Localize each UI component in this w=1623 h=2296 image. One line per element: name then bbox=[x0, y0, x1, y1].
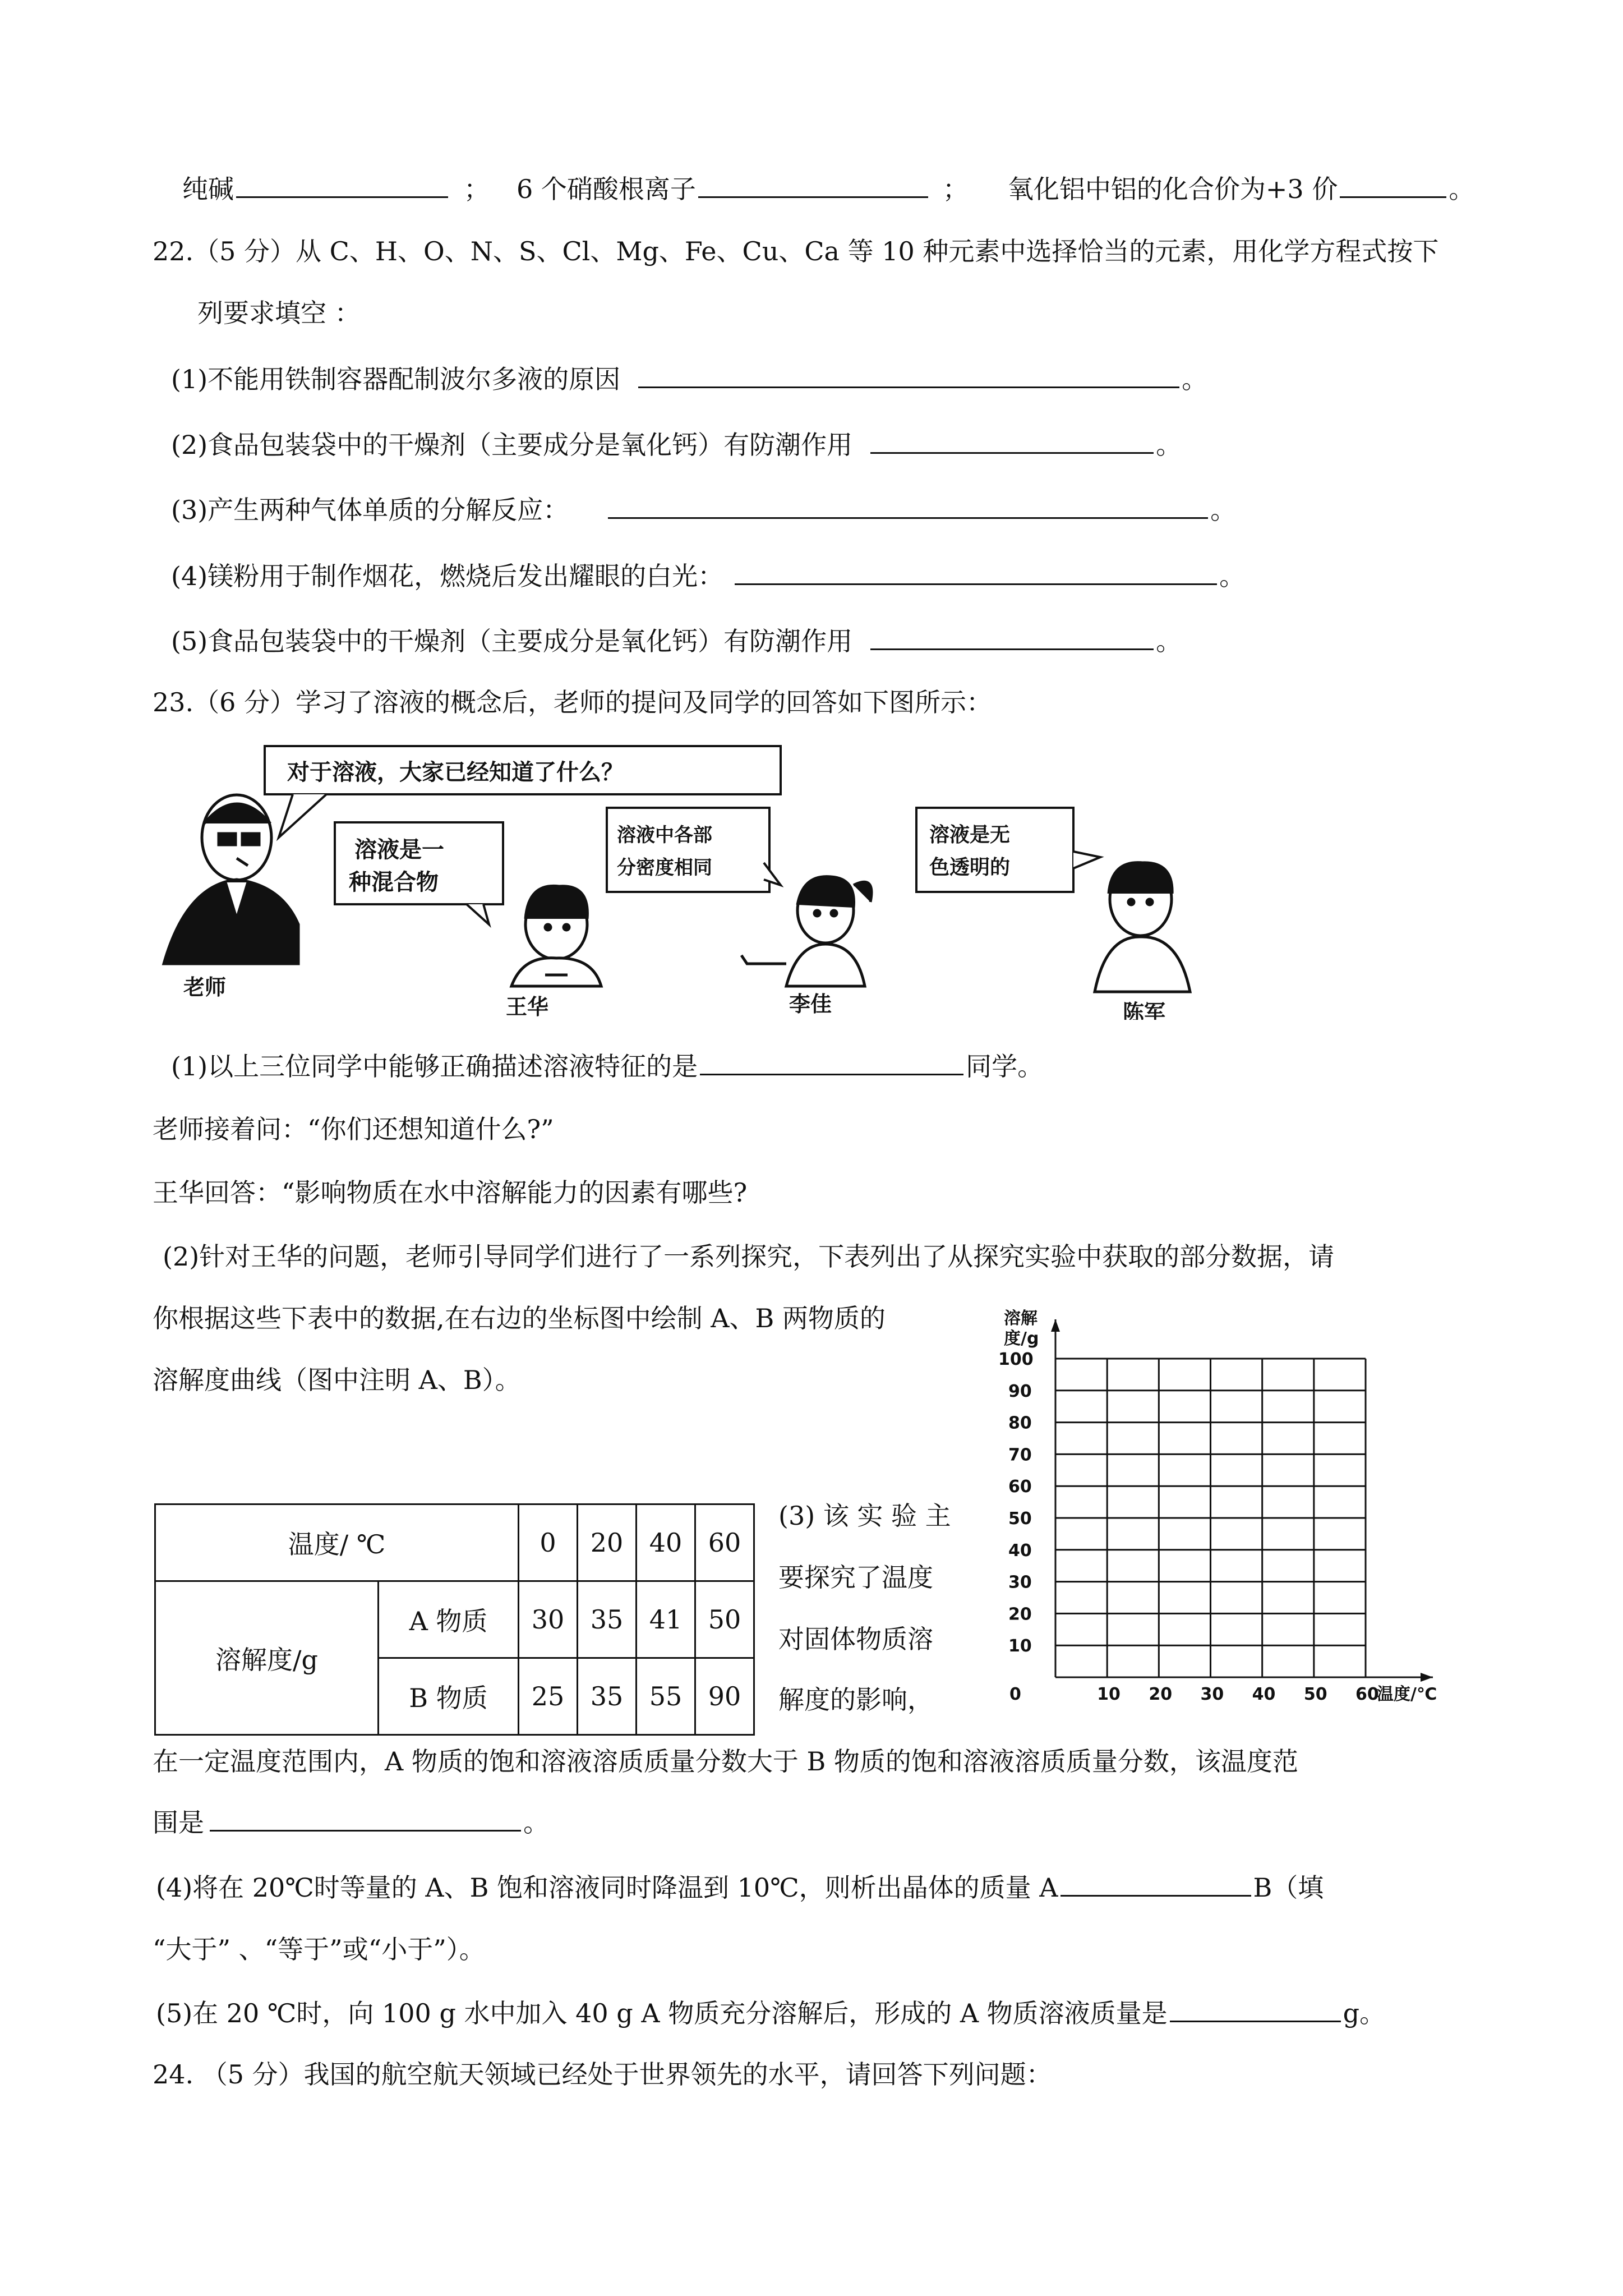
q22-blank-3[interactable] bbox=[608, 493, 1208, 519]
y-tick-label: 100 bbox=[998, 1350, 1034, 1369]
y-tick-label: 50 bbox=[1008, 1509, 1032, 1529]
q22-end: 。 bbox=[1156, 430, 1182, 460]
q22-item-text: (2)食品包装袋中的干燥剂（主要成分是氧化钙）有防潮作用 bbox=[171, 430, 853, 460]
table-cell: 50 bbox=[695, 1581, 754, 1658]
y-tick-label: 60 bbox=[1008, 1477, 1032, 1497]
y-tick-label: 30 bbox=[1008, 1572, 1032, 1593]
wanghua-figure-icon bbox=[511, 886, 601, 986]
q23-blank-3[interactable] bbox=[210, 1805, 521, 1832]
solubility-table bbox=[154, 1503, 755, 1736]
chenjun-figure-icon bbox=[1095, 863, 1190, 992]
x-tick-label: 40 bbox=[1252, 1685, 1276, 1704]
y-tick-label: 20 bbox=[1008, 1604, 1032, 1625]
table-temp-header: 温度/ ℃ bbox=[155, 1504, 519, 1581]
table-cell: 41 bbox=[637, 1581, 695, 1658]
q23-part4-after: B（填 bbox=[1253, 1872, 1324, 1903]
q23-part3-line: 对固体物质溶 bbox=[778, 1624, 933, 1654]
q23-part5-after: g。 bbox=[1343, 1998, 1386, 2028]
q23-part3-line5: 在一定温度范围内，A 物质的饱和溶液溶质质量分数大于 B 物质的饱和溶液溶质质量分数，该温度范 bbox=[153, 1746, 1298, 1777]
q23-teacher-ask: 老师接着问：“你们还想知道什么?” bbox=[153, 1114, 554, 1144]
teacher-bubble-text: 对于溶液，大家已经知道了什么？ bbox=[287, 760, 624, 785]
q21-sep: ； bbox=[464, 174, 490, 204]
x-tick-label: 60 bbox=[1355, 1685, 1379, 1704]
lijia-bubble-text-2: 分密度相同 bbox=[617, 857, 712, 879]
q22-item-4 bbox=[171, 559, 1245, 593]
q21-sep: ； bbox=[942, 174, 969, 204]
q22-item-5 bbox=[171, 624, 1182, 658]
chenjun-bubble bbox=[916, 808, 1073, 892]
q23-part3-line6-text: 围是 bbox=[153, 1807, 204, 1838]
q23-part1-after: 同学。 bbox=[966, 1051, 1044, 1082]
q23-part3-line6 bbox=[153, 1805, 549, 1839]
q23-part2-line2: 你根据这些下表中的数据,在右边的坐标图中绘制 A、B 两物质的 bbox=[153, 1303, 886, 1333]
lijia-bubble bbox=[607, 808, 769, 892]
table-row bbox=[155, 1504, 754, 1581]
q23-stem: 23.（6 分）学习了溶液的概念后，老师的提问及同学的回答如下图所示： bbox=[153, 687, 993, 717]
wanghua-bubble-text-1: 溶液是一 bbox=[354, 837, 444, 863]
q22-end: 。 bbox=[1156, 626, 1182, 656]
name-chenjun: 陈军 bbox=[1123, 1000, 1166, 1020]
table-cell: 0 bbox=[519, 1504, 578, 1581]
q21-blank-1[interactable] bbox=[236, 172, 448, 198]
lijia-bubble-text-1: 溶液中各部 bbox=[617, 824, 712, 846]
comic-drawing bbox=[153, 739, 1235, 1020]
table-cell: 20 bbox=[578, 1504, 637, 1581]
name-teacher: 老师 bbox=[183, 975, 227, 1000]
chart-xlabel: 温度/℃ bbox=[1377, 1685, 1437, 1704]
y-axis-arrow bbox=[1051, 1319, 1060, 1332]
x-tick-label: 30 bbox=[1200, 1685, 1224, 1704]
teacher-bubble-tail bbox=[279, 794, 326, 838]
y-tick-label: 90 bbox=[1008, 1381, 1032, 1401]
q23-part3-line: 要探究了温度 bbox=[778, 1562, 933, 1593]
table-cell: 55 bbox=[637, 1658, 695, 1735]
name-lijia: 李佳 bbox=[789, 992, 832, 1016]
q22-item-1 bbox=[171, 362, 1207, 396]
q22-end: 。 bbox=[1219, 561, 1246, 591]
teacher-figure-icon bbox=[164, 795, 298, 964]
q24-stem: 24. （5 分）我国的航空航天领域已经处于世界领先的水平，请回答下列问题： bbox=[153, 2059, 1052, 2090]
table-cell: 60 bbox=[695, 1504, 754, 1581]
table-cell: 35 bbox=[578, 1658, 637, 1735]
table-cell: 90 bbox=[695, 1658, 754, 1735]
q22-blank-5[interactable] bbox=[870, 624, 1154, 650]
q23-part4-line2: “大于” 、“等于”或“小于”）。 bbox=[153, 1934, 485, 1964]
q22-item-text: (1)不能用铁制容器配制波尔多液的原因 bbox=[171, 364, 621, 394]
q23-part4-line1 bbox=[156, 1870, 1324, 1904]
y-tick-label: 80 bbox=[1008, 1413, 1032, 1433]
q23-wanghua-answer: 王华回答：“影响物质在水中溶解能力的因素有哪些? bbox=[153, 1177, 748, 1208]
q22-item-text: (3)产生两种气体单质的分解反应： bbox=[171, 495, 569, 525]
table-row-label: B 物质 bbox=[379, 1658, 519, 1735]
chart-axes bbox=[1051, 1319, 1433, 1682]
chart-grid bbox=[1055, 1359, 1366, 1677]
y-tick-label: 40 bbox=[1008, 1540, 1032, 1561]
wanghua-bubble-tail bbox=[467, 904, 489, 924]
q21-end: 。 bbox=[1449, 174, 1475, 204]
q21-item3: 氧化铝中铝的化合价为+3 价 bbox=[1007, 174, 1338, 204]
name-wanghua: 王华 bbox=[506, 995, 549, 1019]
q23-part3-line: 解度的影响， bbox=[778, 1685, 933, 1715]
chart-ylabel-1: 溶解 bbox=[1004, 1309, 1038, 1328]
table-group-label: 溶解度/g bbox=[155, 1581, 379, 1735]
x-tick-label: 10 bbox=[1097, 1685, 1121, 1704]
q23-part2-line1: (2)针对王华的问题，老师引导同学们进行了一系列探究，下表列出了从探究实验中获取的部分数据，请 bbox=[163, 1241, 1335, 1272]
table-cell: 30 bbox=[519, 1581, 578, 1658]
chenjun-bubble-tail bbox=[1073, 852, 1100, 868]
x-tick-label: 50 bbox=[1303, 1685, 1327, 1704]
wanghua-bubble-text-2: 种混合物 bbox=[349, 869, 439, 895]
table-row-label: A 物质 bbox=[379, 1581, 519, 1658]
x-axis-arrow bbox=[1421, 1673, 1433, 1682]
solubility-chart[interactable] bbox=[987, 1307, 1492, 1722]
q22-blank-4[interactable] bbox=[735, 559, 1217, 585]
q22-blank-1[interactable] bbox=[638, 362, 1179, 388]
y-tick-label: 10 bbox=[1008, 1636, 1032, 1657]
table-row bbox=[155, 1581, 754, 1658]
q21-blank-2[interactable] bbox=[698, 172, 928, 198]
table-cell: 35 bbox=[578, 1581, 637, 1658]
q22-blank-2[interactable] bbox=[870, 427, 1154, 454]
solution-comic bbox=[153, 739, 1235, 1020]
q22-stem-line2: 列要求填空 ： bbox=[197, 298, 361, 328]
q21-item2: 6 个硝酸根离子 bbox=[517, 174, 696, 204]
q22-end: 。 bbox=[1182, 364, 1208, 394]
q23-part3-line6-after: 。 bbox=[523, 1807, 549, 1838]
q22-end: 。 bbox=[1210, 495, 1237, 525]
x-tick-label: 20 bbox=[1149, 1685, 1173, 1704]
q23-part5-text: (5)在 20 ℃时，向 100 g 水中加入 40 g A 物质充分溶解后，形成的 A 物质溶液质量是 bbox=[156, 1998, 1168, 2028]
solubility-chart-svg[interactable] bbox=[987, 1307, 1492, 1722]
q22-item-text: (4)镁粉用于制作烟花，燃烧后发出耀眼的白光： bbox=[171, 561, 724, 591]
q22-stem-line1: 22.（5 分）从 C、H、O、N、S、Cl、Mg、Fe、Cu、Ca 等 10 种元素中选择恰当的元素，用化学方程式按下 bbox=[153, 236, 1439, 266]
table-cell: 25 bbox=[519, 1658, 578, 1735]
x-tick-label: 0 bbox=[1009, 1685, 1021, 1704]
table-cell: 40 bbox=[637, 1504, 695, 1581]
y-tick-label: 70 bbox=[1008, 1445, 1032, 1465]
q21-blank-3[interactable] bbox=[1340, 172, 1446, 198]
q23-part3-line: (3) 该 实 验 主 bbox=[778, 1501, 951, 1531]
q23-part2-line3: 溶解度曲线（图中注明 A、B）。 bbox=[153, 1365, 521, 1395]
q23-part1-text: (1)以上三位同学中能够正确描述溶液特征的是 bbox=[171, 1051, 698, 1082]
chenjun-bubble-text-2: 色透明的 bbox=[929, 856, 1011, 879]
q22-item-2 bbox=[171, 427, 1182, 462]
q21-line bbox=[182, 172, 1474, 206]
chart-ylabel-2: 度/g bbox=[1004, 1329, 1039, 1349]
chenjun-bubble-text-1: 溶液是无 bbox=[929, 823, 1011, 846]
q23-blank-5[interactable] bbox=[1170, 1996, 1341, 2022]
q23-part1 bbox=[171, 1049, 1043, 1083]
q22-item-text: (5)食品包装袋中的干燥剂（主要成分是氧化钙）有防潮作用 bbox=[171, 626, 853, 656]
q23-part4-text: (4)将在 20℃时等量的 A、B 饱和溶液同时降温到 10℃，则析出晶体的质量 A bbox=[156, 1872, 1058, 1903]
q23-blank-4[interactable] bbox=[1061, 1870, 1251, 1897]
q23-part5 bbox=[156, 1996, 1385, 2030]
q21-item1: 纯碱 bbox=[182, 174, 234, 204]
q22-item-3 bbox=[171, 493, 1236, 527]
q23-blank-1[interactable] bbox=[700, 1049, 963, 1075]
